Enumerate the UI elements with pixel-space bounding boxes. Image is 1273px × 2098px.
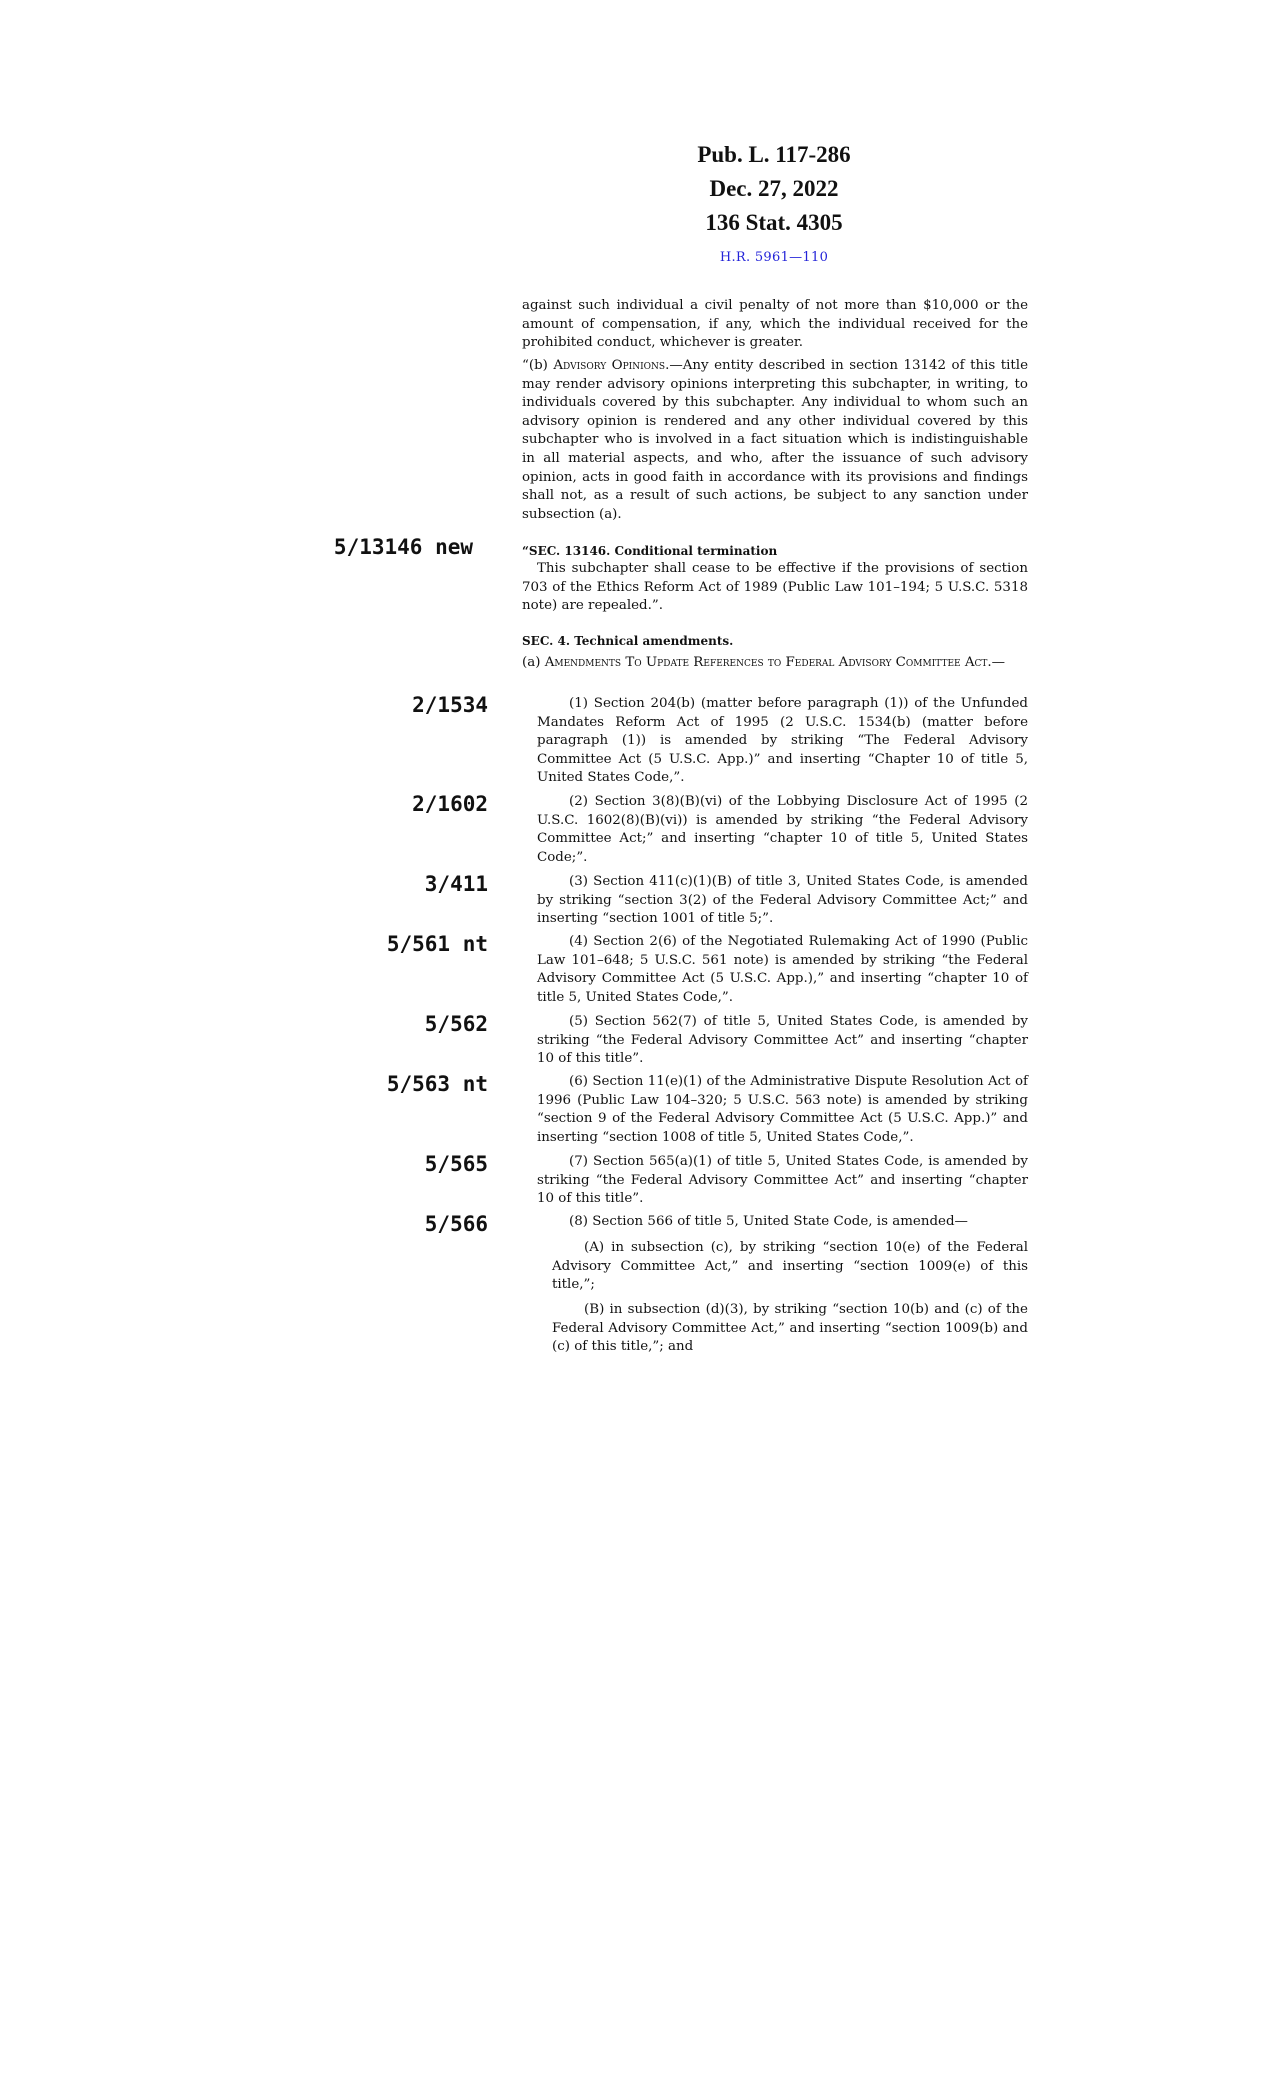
advisory-body: .—Any entity described in section 13142 of this title may render advisory opinions interpreting this subchapter, in writing, to individuals covered by this subchapter. Any individual to whom such an advisory opinion is rendered and any other individual covered by this subchapter who is involved in a fact situation which is indistinguishable in all material aspects, and who, after the issuance of such advisory opinion, acts in good faith in accordance with its provisions and findings shall not, as a result of such actions, be subject to any sanction under subsection (a). (522, 358, 1028, 522)
sec-13146-body: This subchapter shall cease to be effective if the provisions of section 703 of the Ethics Reform Act of 1989 (Public Law 101–194; 5 U.S.C. 5318 note) are repealed.”. (522, 561, 1028, 614)
page-header (520, 138, 1028, 265)
advisory-opinions-paragraph (522, 357, 1028, 524)
bill-reference-link[interactable]: H.R. 5961—110 (719, 250, 829, 265)
sec-4a-suffix: .— (987, 655, 1006, 670)
margin-note-566: 5/566 (424, 1212, 488, 1236)
margin-note-565: 5/565 (424, 1152, 488, 1176)
amendment-8-A: (A) in subsection (c), by striking “section 10(e) of the Federal Advisory Committee Act,” and inserting “section 1009(e) of this title,”; (552, 1240, 1028, 1293)
sec-4-heading: SEC. 4. Technical amendments. (522, 634, 734, 648)
amendment-4: (4) Section 2(6) of the Negotiated Rulemaking Act of 1990 (Public Law 101–648; 5 U.S.C. 561 note) is amended by striking “the Federal Advisory Committee Act (5 U.S.C. App.),” and inserting “chapter 10 of title 5, United States Code,”. (537, 934, 1028, 1005)
amendment-3: (3) Section 411(c)(1)(B) of title 3, United States Code, is amended by striking “section 3(2) of the Federal Advisory Committee Act;” and inserting “section 1001 of title 5;”. (537, 874, 1028, 927)
sec-4a-heading (522, 654, 1028, 673)
sec-4a-prefix: (a) (522, 655, 545, 670)
amendment-8: (8) Section 566 of title 5, United State Code, is amended— (569, 1214, 968, 1229)
enactment-date: Dec. 27, 2022 (709, 176, 839, 201)
advisory-prefix: “(b) (522, 358, 554, 373)
margin-note-563: 5/563 nt (386, 1072, 488, 1096)
margin-note-561: 5/561 nt (386, 932, 488, 956)
statutes-citation: 136 Stat. 4305 (705, 210, 843, 235)
public-law-number: Pub. L. 117-286 (697, 142, 851, 167)
amendment-5: (5) Section 562(7) of title 5, United States Code, is amended by striking “the Federal Advisory Committee Act” and inserting “chapter 10 of this title”. (537, 1014, 1028, 1067)
margin-note-411: 3/411 (424, 872, 488, 896)
advisory-heading: Advisory Opinions (553, 358, 666, 373)
sec-4a-title: Amendments To Update References to Federal Advisory Committee Act (544, 655, 988, 670)
amendment-1: (1) Section 204(b) (matter before paragraph (1)) of the Unfunded Mandates Reform Act of 1995 (2 U.S.C. 1534(b) (matter before paragraph (1)) is amended by striking “The Federal Advisory Committee Act (5 U.S.C. App.)” and inserting “Chapter 10 of title 5, United States Code,”. (537, 696, 1028, 786)
amendment-2: (2) Section 3(8)(B)(vi) of the Lobbying Disclosure Act of 1995 (2 U.S.C. 1602(8)(B)(vi)) is amended by striking “the Federal Advisory Committee Act;” and inserting “chapter 10 of title 5, United States Code;”. (537, 794, 1028, 865)
margin-note-1534: 2/1534 (412, 693, 488, 717)
sec-13146-heading: “SEC. 13146. Conditional termination (522, 544, 778, 558)
margin-note-1602: 2/1602 (412, 792, 488, 816)
amendment-7: (7) Section 565(a)(1) of title 5, United States Code, is amended by striking “the Federal Advisory Committee Act” and inserting “chapter 10 of this title”. (537, 1154, 1028, 1207)
amendment-6: (6) Section 11(e)(1) of the Administrative Dispute Resolution Act of 1996 (Public Law 104–320; 5 U.S.C. 563 note) is amended by striking “section 9 of the Federal Advisory Committee Act (5 U.S.C. App.)” and inserting “section 1008 of title 5, United States Code,”. (537, 1074, 1028, 1145)
margin-note-13146: 5/13146 new (333, 535, 473, 559)
margin-note-562: 5/562 (424, 1012, 488, 1036)
penalty-paragraph: against such individual a civil penalty of not more than $10,000 or the amount of compensation, if any, which the individual received for the prohibited conduct, whichever is greater. (522, 298, 1028, 351)
amendment-8-B: (B) in subsection (d)(3), by striking “section 10(b) and (c) of the Federal Advisory Committee Act,” and inserting “section 1009(b) and (c) of this title,”; and (552, 1302, 1028, 1355)
